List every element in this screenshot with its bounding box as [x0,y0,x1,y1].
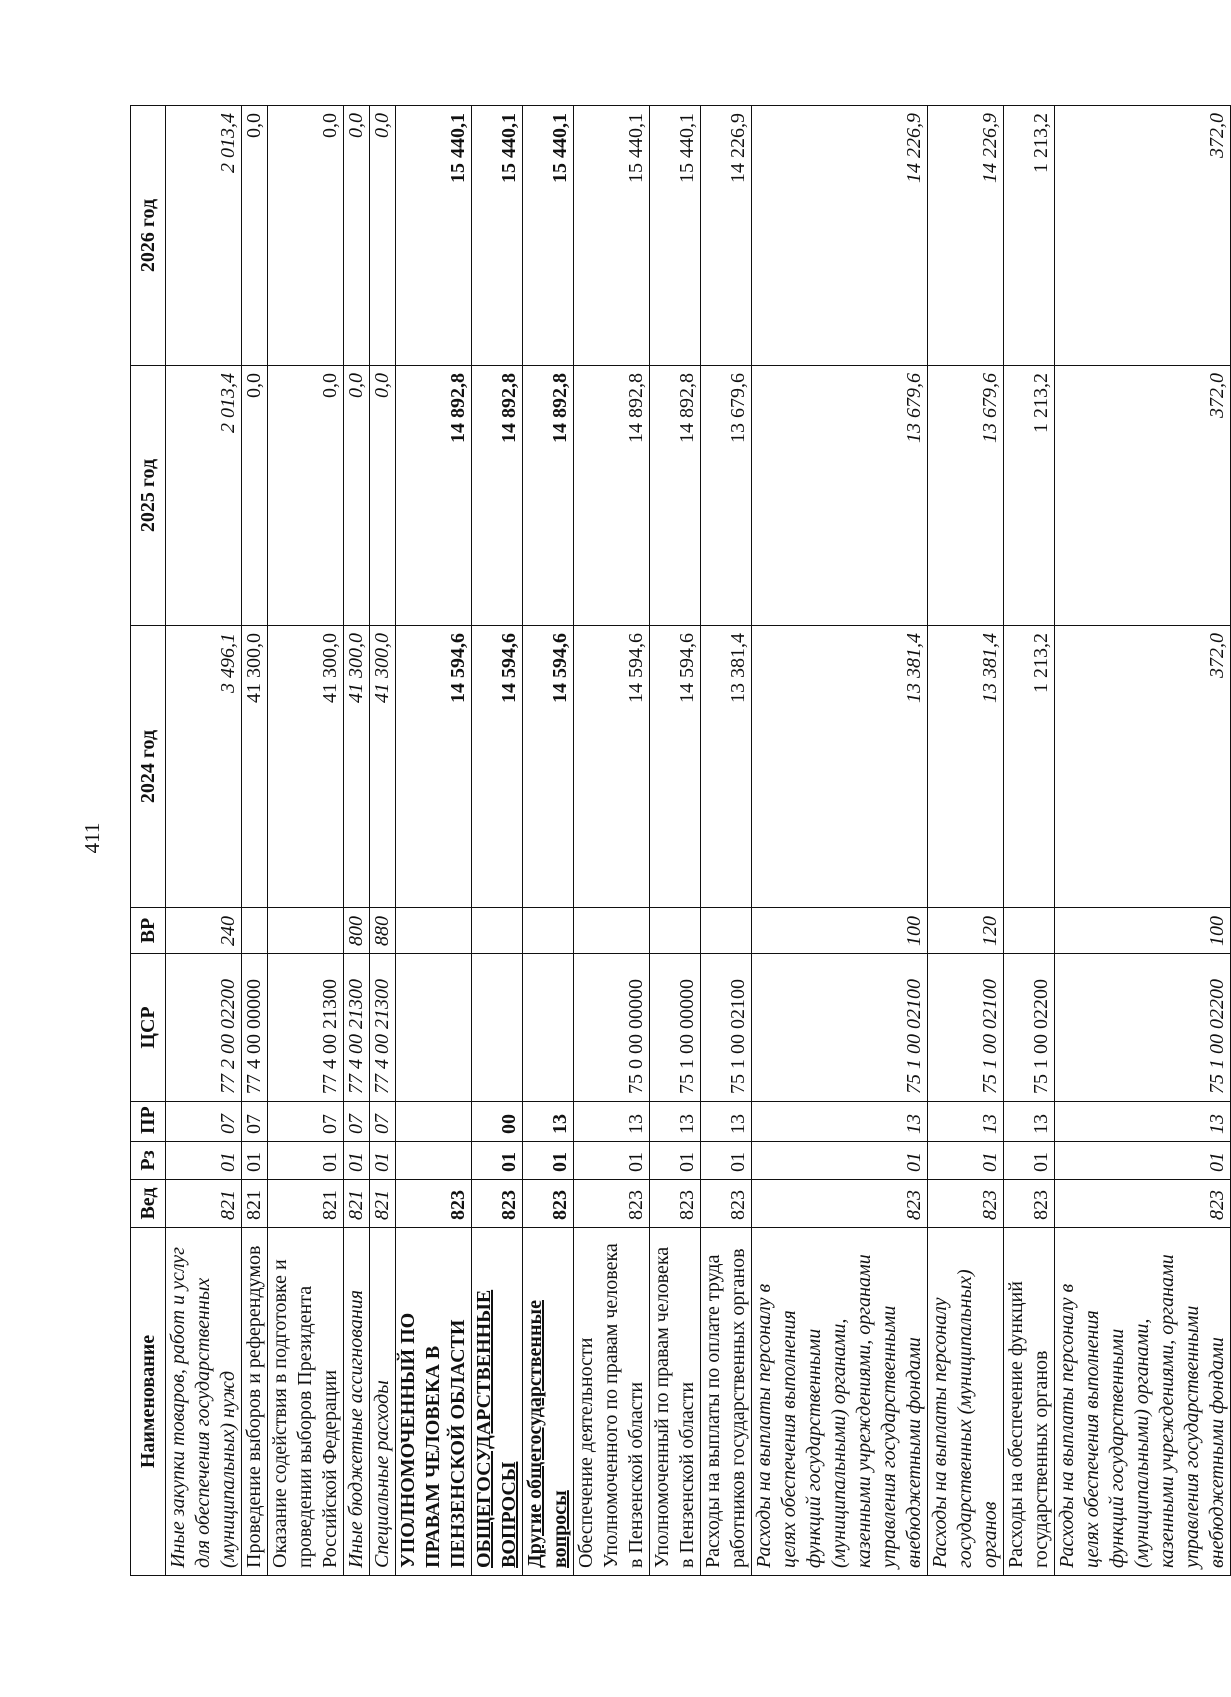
cell-2026: 15 440,1 [472,106,523,366]
cell-vr [242,908,268,954]
cell-2026: 0,0 [268,106,344,366]
cell-2025: 13 679,6 [752,366,928,626]
cell-rz [396,1142,472,1180]
cell-vr [650,908,701,954]
cell-csr: 77 2 00 02200 [166,954,242,1102]
cell-csr [472,954,523,1102]
cell-2026: 1 213,2 [1004,106,1055,366]
budget-table [130,105,1231,1576]
header-ved: Вед [131,1180,166,1228]
cell-2024: 14 594,6 [523,626,574,908]
cell-ved: 821 [370,1180,396,1228]
cell-ved: 823 [650,1180,701,1228]
cell-2024: 41 300,0 [370,626,396,908]
rotated-page-body [130,106,1228,1576]
cell-csr: 77 4 00 21300 [344,954,370,1102]
cell-vr: 800 [344,908,370,954]
cell-vr: 100 [752,908,928,954]
cell-2025: 0,0 [344,366,370,626]
table-row [370,106,396,1576]
cell-2024: 14 594,6 [396,626,472,908]
cell-name: Расходы на выплаты персоналу в целях обеспечения выполнения функций государственными (муниципальными) органами, казенными учреждениями, органами управления государственными внебюджетными фондами [752,1228,928,1576]
cell-name: ОБЩЕГОСУДАРСТВЕННЫЕ ВОПРОСЫ [472,1228,523,1576]
cell-2026: 0,0 [242,106,268,366]
cell-csr: 75 1 00 02100 [752,954,928,1102]
cell-2026: 14 226,9 [928,106,1004,366]
cell-2024: 13 381,4 [928,626,1004,908]
cell-name: Иные закупки товаров, работ и услуг для обеспечения государственных (муниципальных) нужд [166,1228,242,1576]
cell-2024: 41 300,0 [268,626,344,908]
cell-ved: 823 [752,1180,928,1228]
cell-2026: 15 440,1 [574,106,650,366]
cell-2025: 14 892,8 [574,366,650,626]
cell-csr: 75 1 00 02200 [1055,954,1231,1102]
cell-2024: 41 300,0 [344,626,370,908]
cell-2024: 14 594,6 [574,626,650,908]
cell-ved: 823 [472,1180,523,1228]
cell-2025: 14 892,8 [472,366,523,626]
cell-vr: 880 [370,908,396,954]
cell-ved: 823 [523,1180,574,1228]
header-csr: ЦСР [131,954,166,1102]
cell-name: Оказание содействия в подготовке и проведении выборов Президента Российской Федерации [268,1228,344,1576]
cell-pr: 13 [523,1102,574,1142]
cell-vr [701,908,752,954]
cell-vr: 120 [928,908,1004,954]
cell-rz: 01 [268,1142,344,1180]
header-name: Наименование [131,1228,166,1576]
cell-name: Расходы на выплаты персоналу государственных (муниципальных) органов [928,1228,1004,1576]
cell-vr [1004,908,1055,954]
cell-ved: 821 [344,1180,370,1228]
cell-csr: 77 4 00 21300 [370,954,396,1102]
cell-2025: 0,0 [268,366,344,626]
cell-2026: 15 440,1 [523,106,574,366]
cell-2024: 13 381,4 [752,626,928,908]
table-row [650,106,701,1576]
cell-vr [396,908,472,954]
cell-pr: 13 [752,1102,928,1142]
cell-ved: 823 [396,1180,472,1228]
cell-pr: 07 [370,1102,396,1142]
cell-rz: 01 [523,1142,574,1180]
cell-2026: 372,0 [1055,106,1231,366]
cell-ved: 821 [242,1180,268,1228]
cell-ved: 821 [268,1180,344,1228]
table-row [1055,106,1231,1576]
cell-2024: 41 300,0 [242,626,268,908]
table-body [166,106,1231,1576]
cell-ved: 823 [1004,1180,1055,1228]
cell-2025: 1 213,2 [1004,366,1055,626]
header-2025: 2025 год [131,366,166,626]
cell-rz: 01 [574,1142,650,1180]
cell-2026: 15 440,1 [650,106,701,366]
cell-rz: 01 [344,1142,370,1180]
cell-pr: 13 [928,1102,1004,1142]
cell-2026: 0,0 [344,106,370,366]
header-vr: ВР [131,908,166,954]
cell-vr: 100 [1055,908,1231,954]
cell-2024: 13 381,4 [701,626,752,908]
table-row [472,106,523,1576]
cell-rz: 01 [242,1142,268,1180]
table-row [701,106,752,1576]
cell-rz: 01 [928,1142,1004,1180]
cell-2024: 14 594,6 [472,626,523,908]
cell-rz: 01 [701,1142,752,1180]
table-row [752,106,928,1576]
cell-vr: 240 [166,908,242,954]
cell-2025: 14 892,8 [650,366,701,626]
cell-2026: 14 226,9 [752,106,928,366]
cell-csr [396,954,472,1102]
cell-pr: 13 [701,1102,752,1142]
header-pr: ПР [131,1102,166,1142]
cell-2026: 2 013,4 [166,106,242,366]
cell-name: Расходы на выплаты персоналу в целях обеспечения выполнения функций государственными (муниципальными) органами, казенными учреждениями, органами управления государственными внебюджетными фондами [1055,1228,1231,1576]
cell-pr: 13 [574,1102,650,1142]
cell-pr: 00 [472,1102,523,1142]
cell-rz: 01 [650,1142,701,1180]
cell-pr: 07 [166,1102,242,1142]
cell-ved: 821 [166,1180,242,1228]
cell-2025: 13 679,6 [701,366,752,626]
cell-vr [472,908,523,954]
cell-name: Специальные расходы [370,1228,396,1576]
cell-csr: 75 1 00 02100 [928,954,1004,1102]
cell-pr: 13 [1055,1102,1231,1142]
table-row [242,106,268,1576]
cell-pr [396,1102,472,1142]
cell-csr: 75 1 00 02200 [1004,954,1055,1102]
cell-ved: 823 [701,1180,752,1228]
cell-vr [268,908,344,954]
header-2024: 2024 год [131,626,166,908]
cell-2025: 2 013,4 [166,366,242,626]
cell-pr: 07 [268,1102,344,1142]
cell-name: Обеспечение деятельности Уполномоченного по правам человека в Пензенской области [574,1228,650,1576]
cell-2025: 14 892,8 [396,366,472,626]
cell-rz: 01 [166,1142,242,1180]
cell-csr: 75 1 00 02100 [701,954,752,1102]
table-row [928,106,1004,1576]
cell-2024: 372,0 [1055,626,1231,908]
header-rz: Рз [131,1142,166,1180]
cell-pr: 07 [344,1102,370,1142]
cell-name: Иные бюджетные ассигнования [344,1228,370,1576]
cell-csr: 75 1 00 00000 [650,954,701,1102]
cell-2026: 15 440,1 [396,106,472,366]
table-row [344,106,370,1576]
header-2026: 2026 год [131,106,166,366]
cell-2024: 3 496,1 [166,626,242,908]
table-row [166,106,242,1576]
cell-2025: 0,0 [242,366,268,626]
cell-name: Расходы на выплаты по оплате труда работников государственных органов [701,1228,752,1576]
cell-csr: 75 0 00 00000 [574,954,650,1102]
cell-2025: 372,0 [1055,366,1231,626]
cell-name: Проведение выборов и референдумов [242,1228,268,1576]
cell-2024: 14 594,6 [650,626,701,908]
table-row [268,106,344,1576]
cell-csr: 77 4 00 00000 [242,954,268,1102]
cell-vr [523,908,574,954]
cell-rz: 01 [1004,1142,1055,1180]
cell-2026: 14 226,9 [701,106,752,366]
cell-pr: 07 [242,1102,268,1142]
cell-name: Уполномоченный по правам человека в Пензенской области [650,1228,701,1576]
cell-name: УПОЛНОМОЧЕННЫЙ ПО ПРАВАМ ЧЕЛОВЕКА В ПЕНЗЕНСКОЙ ОБЛАСТИ [396,1228,472,1576]
cell-rz: 01 [472,1142,523,1180]
table-row [396,106,472,1576]
cell-rz: 01 [1055,1142,1231,1180]
table-header-row [131,106,166,1576]
cell-ved: 823 [928,1180,1004,1228]
cell-2025: 0,0 [370,366,396,626]
page-number: 411 [80,822,104,854]
table-row [574,106,650,1576]
cell-2026: 0,0 [370,106,396,366]
cell-csr: 77 4 00 21300 [268,954,344,1102]
cell-ved: 823 [1055,1180,1231,1228]
cell-name: Расходы на обеспечение функций государственных органов [1004,1228,1055,1576]
table-row [523,106,574,1576]
cell-2025: 13 679,6 [928,366,1004,626]
cell-2024: 1 213,2 [1004,626,1055,908]
table-row [1004,106,1055,1576]
cell-ved: 823 [574,1180,650,1228]
cell-rz: 01 [752,1142,928,1180]
cell-name: Другие общегосударственные вопросы [523,1228,574,1576]
cell-csr [523,954,574,1102]
cell-rz: 01 [370,1142,396,1180]
cell-2025: 14 892,8 [523,366,574,626]
cell-pr: 13 [650,1102,701,1142]
cell-pr: 13 [1004,1102,1055,1142]
cell-vr [574,908,650,954]
